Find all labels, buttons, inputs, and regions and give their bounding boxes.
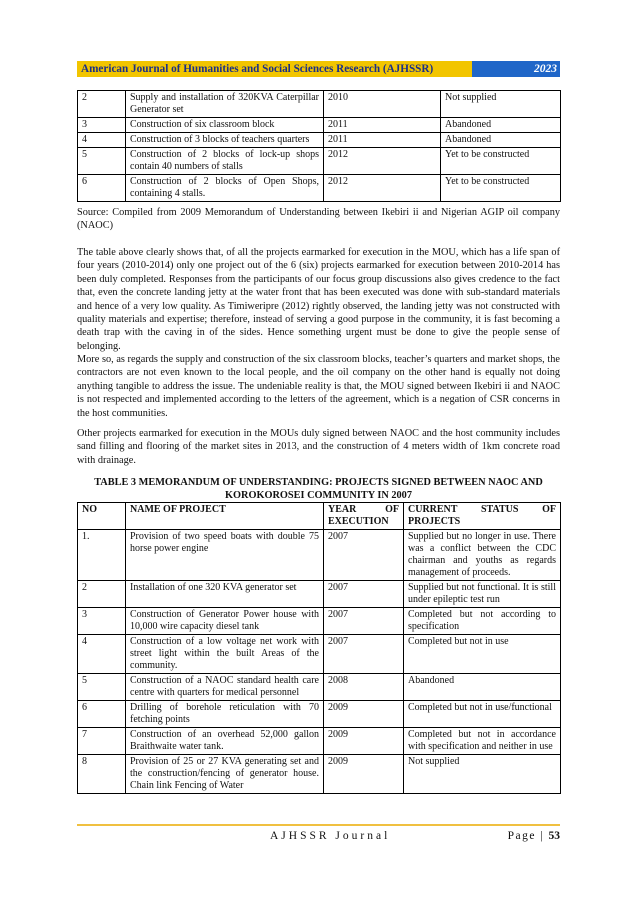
cell-year: 2007	[324, 581, 404, 608]
table-source-note: Source: Compiled from 2009 Memorandum of Understanding between Ikebiri ii and Nigerian AGIP oil company (NAOC)	[77, 207, 560, 231]
table-row	[78, 701, 561, 728]
cell-project: Construction of a NAOC standard health care centre with quarters for medical personnel	[126, 674, 324, 701]
journal-year: 2023	[472, 61, 560, 77]
cell-no: 6	[78, 175, 126, 202]
cell-status: Abandoned	[404, 674, 561, 701]
cell-year: 2012	[324, 175, 441, 202]
table-row	[78, 148, 561, 175]
table-row	[78, 635, 561, 674]
cell-no: 1.	[78, 530, 126, 581]
cell-year: 2012	[324, 148, 441, 175]
table3-title: TABLE 3 MEMORANDUM OF UNDERSTANDING: PROJECTS SIGNED BETWEEN NAOC AND KOROKOROSEI COMMUNITY IN 2007	[94, 477, 543, 501]
cell-project: Installation of one 320 KVA generator set	[126, 581, 324, 608]
table-row	[78, 175, 561, 202]
cell-year: 2007	[324, 530, 404, 581]
col-header-no: NO	[78, 503, 126, 530]
table-row	[78, 755, 561, 794]
paragraph-3: Other projects earmarked for execution in the MOUs duly signed between NAOC and the host community includes sand filling and flooring of the market sites in 2013, and the construction of 4 meters width of 1km concrete road with drainage.	[77, 428, 560, 466]
footer-journal: AJHSSR Journal	[270, 830, 391, 842]
cell-no: 7	[78, 728, 126, 755]
cell-status: Abandoned	[441, 133, 561, 148]
cell-no: 2	[78, 91, 126, 118]
cell-project: Construction of a low voltage net work with street light within the built Areas of the community.	[126, 635, 324, 674]
cell-project: Construction of an overhead 52,000 gallon Braithwaite water tank.	[126, 728, 324, 755]
cell-project: Construction of six classroom block	[126, 118, 324, 133]
col-header-status: CURRENT STATUS OF PROJECTS	[404, 503, 561, 530]
cell-no: 2	[78, 581, 126, 608]
projects-table-continued	[77, 90, 561, 202]
footer-page	[508, 830, 560, 842]
page-label: Page |	[507, 830, 545, 842]
cell-project: Provision of two speed boats with double 75 horse power engine	[126, 530, 324, 581]
paragraph-2: More so, as regards the supply and construction of the six classroom blocks, teacher’s quarters and market shops, the contractors are not even known to the local people, and the oil company on the other hand is equally not doing anything tangible to address the issue. The undeniable reality is that, the MOU signed between Ikebiri ii and NAOC is not respected and implemented according to the letters of the agreement, which is a negation of CSR concerns in the host communities.	[77, 354, 560, 419]
table-row	[78, 728, 561, 755]
table-row	[78, 133, 561, 148]
table3-header-row	[78, 503, 561, 530]
paragraph-1: The table above clearly shows that, of all the projects earmarked for execution in the MOU, which has a life span of four years (2010-2014) only one project out of the 6 (six) projects earmarked for execution between 2010-2014 has been duly completed. Responses from the participants of our focus group discussions also gives credence to the fact that, even the concrete landing jetty at the water front that has been executed was done with sub-standard materials and hence of a very low quality. As Timiweripre (2012) rightly observed, the landing jetty was not constructed with quality materials and expertise; therefore, instead of serving a good purpose in the community, it is fast becoming a death trap with the caving in of the sides. Hence something urgent must be done to give the people sense of belonging.	[77, 247, 560, 352]
cell-year: 2009	[324, 755, 404, 794]
cell-no: 6	[78, 701, 126, 728]
cell-project: Supply and installation of 320KVA Caterpillar Generator set	[126, 91, 324, 118]
cell-year: 2009	[324, 701, 404, 728]
cell-no: 3	[78, 608, 126, 635]
cell-year: 2011	[324, 118, 441, 133]
page-number: 53	[548, 830, 560, 842]
cell-year: 2009	[324, 728, 404, 755]
cell-year: 2010	[324, 91, 441, 118]
cell-project: Provision of 25 or 27 KVA generating set and the construction/fencing of generator house. Chain link Fencing of Water	[126, 755, 324, 794]
table-row	[78, 530, 561, 581]
footer-divider	[77, 824, 560, 826]
cell-no: 5	[78, 674, 126, 701]
cell-no: 5	[78, 148, 126, 175]
table-row	[78, 608, 561, 635]
cell-status: Supplied but no longer in use. There was a conflict between the CDC chairman and youths as regards management of proceeds.	[404, 530, 561, 581]
cell-status: Completed but not according to specification	[404, 608, 561, 635]
cell-status: Yet to be constructed	[441, 148, 561, 175]
table3-projects	[77, 502, 561, 794]
cell-status: Not supplied	[404, 755, 561, 794]
cell-year: 2008	[324, 674, 404, 701]
journal-header	[77, 61, 560, 77]
cell-no: 8	[78, 755, 126, 794]
col-header-year: YEAR OF EXECUTION	[324, 503, 404, 530]
cell-no: 4	[78, 635, 126, 674]
col-header-project: NAME OF PROJECT	[126, 503, 324, 530]
cell-status: Completed but not in accordance with specification and neither in use	[404, 728, 561, 755]
table-row	[78, 674, 561, 701]
journal-title: American Journal of Humanities and Social Sciences Research (AJHSSR)	[77, 61, 472, 77]
cell-status: Completed but not in use/functional	[404, 701, 561, 728]
cell-project: Construction of 3 blocks of teachers quarters	[126, 133, 324, 148]
cell-project: Drilling of borehole reticulation with 70 fetching points	[126, 701, 324, 728]
cell-no: 4	[78, 133, 126, 148]
cell-project: Construction of 2 blocks of lock-up shops contain 40 numbers of stalls	[126, 148, 324, 175]
cell-status: Yet to be constructed	[441, 175, 561, 202]
table-row	[78, 91, 561, 118]
cell-status: Completed but not in use	[404, 635, 561, 674]
cell-year: 2007	[324, 608, 404, 635]
table-row	[78, 118, 561, 133]
table-row	[78, 581, 561, 608]
cell-status: Not supplied	[441, 91, 561, 118]
cell-year: 2011	[324, 133, 441, 148]
cell-project: Construction of 2 blocks of Open Shops, containing 4 stalls.	[126, 175, 324, 202]
cell-no: 3	[78, 118, 126, 133]
cell-status: Abandoned	[441, 118, 561, 133]
cell-year: 2007	[324, 635, 404, 674]
cell-status: Supplied but not functional. It is still under epileptic test run	[404, 581, 561, 608]
cell-project: Construction of Generator Power house with 10,000 wire capacity diesel tank	[126, 608, 324, 635]
